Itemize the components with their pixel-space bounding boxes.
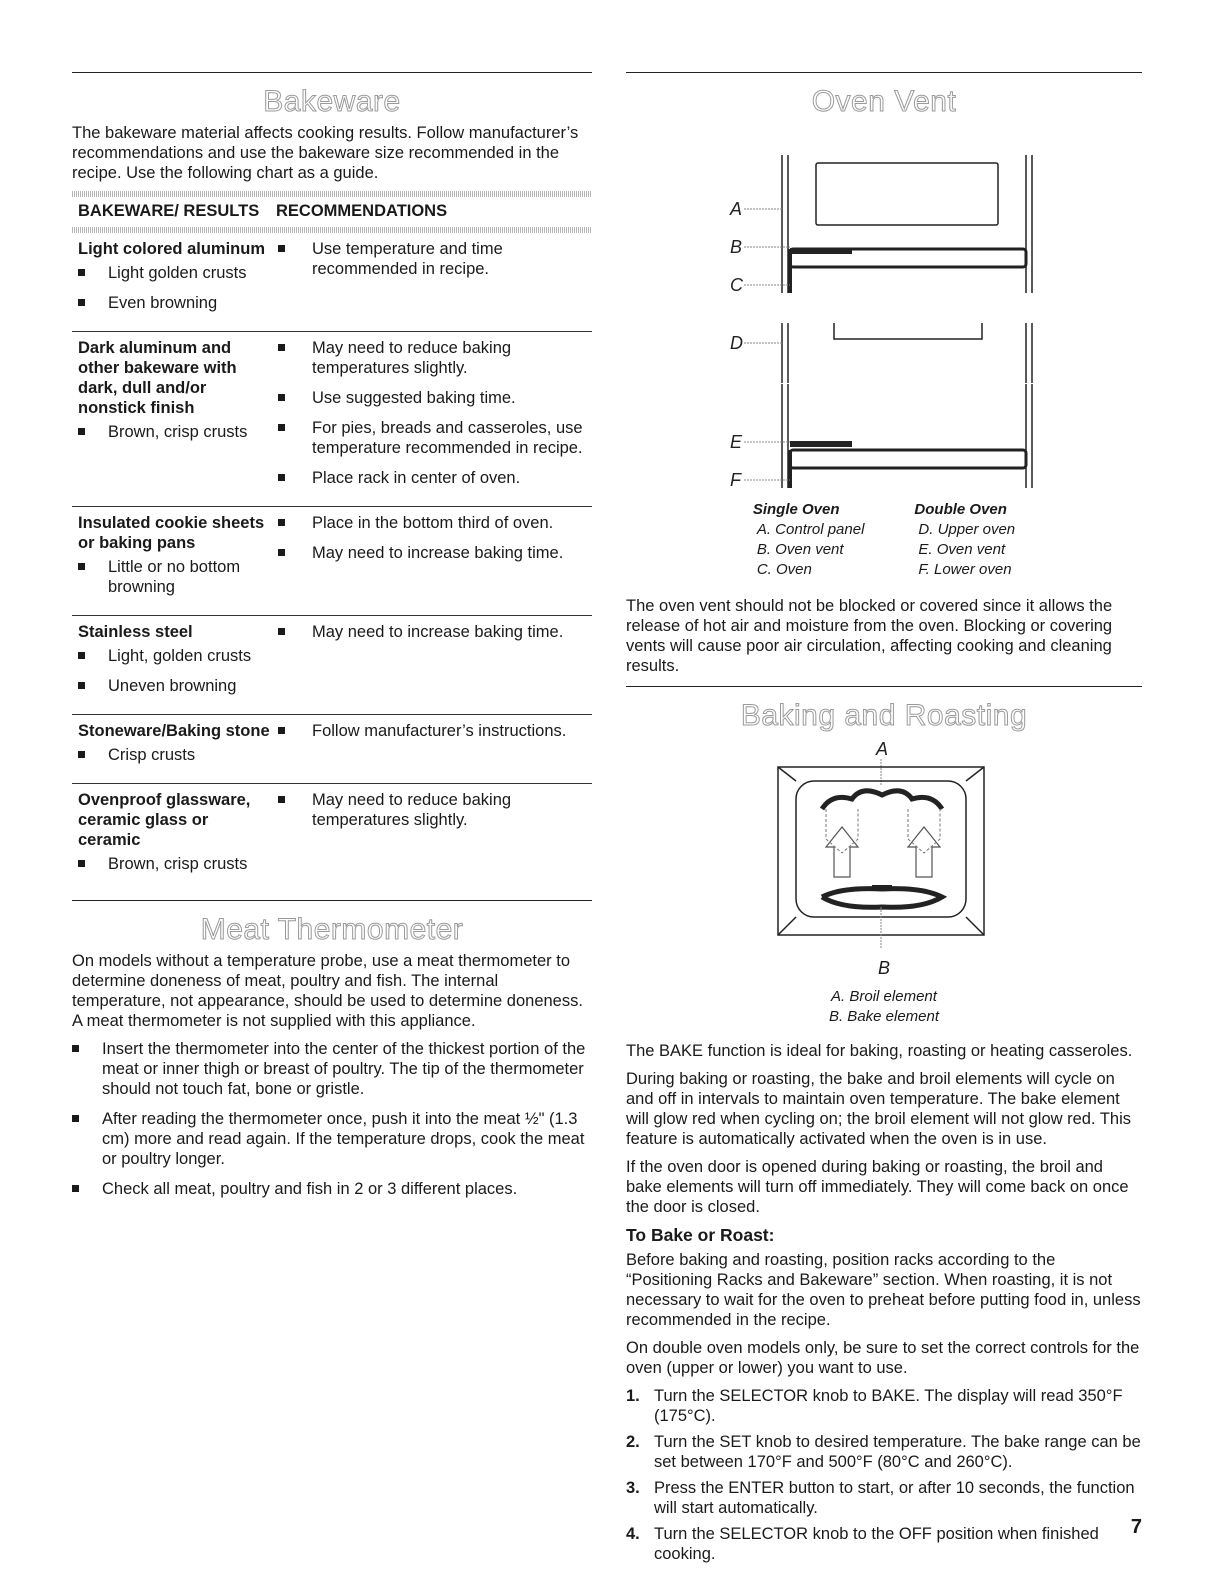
label-d: D <box>730 333 743 353</box>
list-item <box>626 1386 1142 1426</box>
recommendation-item: May need to reduce baking temperatures slightly. <box>276 338 592 378</box>
baking-paragraph: If the oven door is opened during baking or roasting, the broil and bake elements will turn off immediately. They will come back on once the door is closed. <box>626 1158 1129 1216</box>
double-oven-heading: Double Oven <box>914 501 1007 518</box>
recommendation-item: For pies, breads and casseroles, use temperature recommended in recipe. <box>276 418 592 458</box>
caption-item: C. Oven <box>756 561 812 578</box>
baking-paragraph: Before baking and roasting, position racks according to the “Positioning Racks and Bakeware” section. When roasting, it is not necessary to wait for the oven to preheat before putting food in, unless recommended in the recipe. <box>626 1251 1141 1329</box>
list-item <box>626 1524 1142 1564</box>
oven-vent-illustration <box>626 123 1142 383</box>
single-oven-heading: Single Oven <box>752 501 840 518</box>
recommendation-item: May need to increase baking time. <box>276 622 592 642</box>
bakeware-name: Stainless steel <box>78 623 193 641</box>
label-b: B <box>730 237 743 257</box>
bakeware-name: Dark aluminum and other bakeware with dark, dull and/or nonstick finish <box>78 339 237 417</box>
meat-bullet: After reading the thermometer once, push it into the meat ½" (1.3 cm) more and read again. If the temperature drops, cook the meat or poultry longer. <box>72 1109 592 1169</box>
section-rule <box>72 72 592 73</box>
meat-thermometer-title: Meat Thermometer <box>200 913 464 946</box>
oven-element-diagram <box>626 737 1142 1027</box>
baking-roasting-title: Baking and Roasting <box>740 699 1028 732</box>
result-item: Little or no bottom browning <box>78 557 270 597</box>
meat-bullet: Insert the thermometer into the center of the thickest portion of the meat or inner thigh or breast of poultry. The tip of the thermometer should not touch fat, bone or gristle. <box>72 1039 592 1099</box>
step-text: Turn the SELECTOR knob to the OFF position when finished cooking. <box>654 1525 1099 1563</box>
recommendation-item: Follow manufacturer’s instructions. <box>276 721 592 741</box>
double-oven-illustration <box>626 384 1142 494</box>
recommendation-item: Use suggested baking time. <box>276 388 592 408</box>
bakeware-intro: The bakeware material affects cooking results. Follow manufacturer’s recommendations and use the bakeware size recommended in the recipe. Use the following chart as a guide. <box>72 124 579 182</box>
label-c: C <box>730 275 743 295</box>
list-item <box>626 1432 1142 1472</box>
section-rule <box>626 686 1142 687</box>
step-text: Turn the SELECTOR knob to BAKE. The display will read 350°F (175°C). <box>654 1387 1123 1425</box>
table-row <box>72 784 592 893</box>
result-item: Even browning <box>78 293 270 313</box>
step-number: 2. <box>626 1433 640 1451</box>
label-bake: B <box>877 958 890 978</box>
element-caption <box>626 987 1142 1027</box>
bakeware-name: Ovenproof glassware, ceramic glass or ceramic <box>78 791 251 849</box>
step-number: 3. <box>626 1479 640 1497</box>
bakeware-name: Stoneware/Baking stone <box>78 722 270 740</box>
caption-item: B. Bake element <box>828 1008 940 1025</box>
meat-bullet: Check all meat, poultry and fish in 2 or 3 different places. <box>72 1179 592 1199</box>
right-column <box>626 72 1142 1570</box>
baking-paragraph: On double oven models only, be sure to set the correct controls for the oven (upper or lower) you want to use. <box>626 1339 1140 1377</box>
step-text: Press the ENTER button to start, or after 10 seconds, the function will start automatically. <box>654 1479 1135 1517</box>
bakeware-name: Light colored aluminum <box>78 240 266 258</box>
list-item <box>626 1478 1142 1518</box>
header-recommendations: RECOMMENDATIONS <box>276 202 448 220</box>
result-item: Light, golden crusts <box>78 646 270 666</box>
recommendation-item: May need to increase baking time. <box>276 543 592 563</box>
bake-roast-subheading: To Bake or Roast: <box>626 1225 775 1245</box>
recommendation-item: Place rack in center of oven. <box>276 468 592 488</box>
meat-intro: On models without a temperature probe, use a meat thermometer to determine doneness of meat, poultry and fish. The internal temperature, not appearance, should be used to determine doneness. A meat thermometer is not supplied with this appliance. <box>72 952 583 1030</box>
step-number: 1. <box>626 1387 640 1405</box>
table-row <box>72 507 592 616</box>
label-broil: A <box>876 739 889 759</box>
result-item: Uneven browning <box>78 676 270 696</box>
label-f: F <box>730 470 741 490</box>
bakeware-table <box>72 197 592 892</box>
result-item: Brown, crisp crusts <box>78 422 270 442</box>
recommendation-item: Use temperature and time recommended in recipe. <box>276 239 592 279</box>
page-number: 7 <box>1130 1516 1142 1538</box>
bakeware-name: Insulated cookie sheets or baking pans <box>78 514 265 552</box>
vent-paragraph: The oven vent should not be blocked or covered since it allows the release of hot air and moisture from the oven. Blocking or covering vents will cause poor air circulation, affecting cooking and cleaning results. <box>626 597 1113 675</box>
table-row <box>72 332 592 507</box>
recommendation-item: May need to reduce baking temperatures slightly. <box>276 790 592 830</box>
oven-vent-title: Oven Vent <box>811 85 957 118</box>
result-item: Brown, crisp crusts <box>78 854 270 874</box>
single-oven-caption <box>753 500 865 580</box>
baking-paragraph: The BAKE function is ideal for baking, roasting or heating casseroles. <box>626 1042 1133 1060</box>
bake-steps <box>626 1386 1142 1564</box>
result-item: Light golden crusts <box>78 263 270 283</box>
caption-item: F. Lower oven <box>918 561 1012 578</box>
caption-item: A. Control panel <box>756 521 865 538</box>
vent-caption <box>626 500 1142 580</box>
caption-item: B. Oven vent <box>756 541 844 558</box>
label-a: A <box>730 199 743 219</box>
caption-item: A. Broil element <box>831 988 937 1005</box>
table-row <box>72 715 592 784</box>
bakeware-title: Bakeware <box>263 85 401 118</box>
result-item: Crisp crusts <box>78 745 270 765</box>
left-column <box>72 72 592 1209</box>
caption-item: D. Upper oven <box>918 521 1016 538</box>
table-row <box>72 616 592 715</box>
label-e: E <box>730 432 743 452</box>
table-row <box>72 233 592 332</box>
section-rule <box>626 72 1142 73</box>
caption-item: E. Oven vent <box>918 541 1006 558</box>
step-text: Turn the SET knob to desired temperature. The bake range can be set between 170°F and 500°F (80°C and 260°C). <box>654 1433 1141 1471</box>
header-bakeware: BAKEWARE/ RESULTS <box>78 202 260 220</box>
oven-element-illustration <box>626 737 1142 959</box>
section-rule <box>72 900 592 901</box>
baking-paragraph: During baking or roasting, the bake and broil elements will cycle on and off in intervals to maintain oven temperature. The bake element will glow red when cycling on; the broil element will not glow red. This feature is automatically activated when the oven is in use. <box>626 1070 1132 1148</box>
double-oven-caption <box>914 500 1015 580</box>
recommendation-item: Place in the bottom third of oven. <box>276 513 592 533</box>
step-number: 4. <box>626 1525 640 1543</box>
oven-vent-diagram <box>626 123 1142 494</box>
